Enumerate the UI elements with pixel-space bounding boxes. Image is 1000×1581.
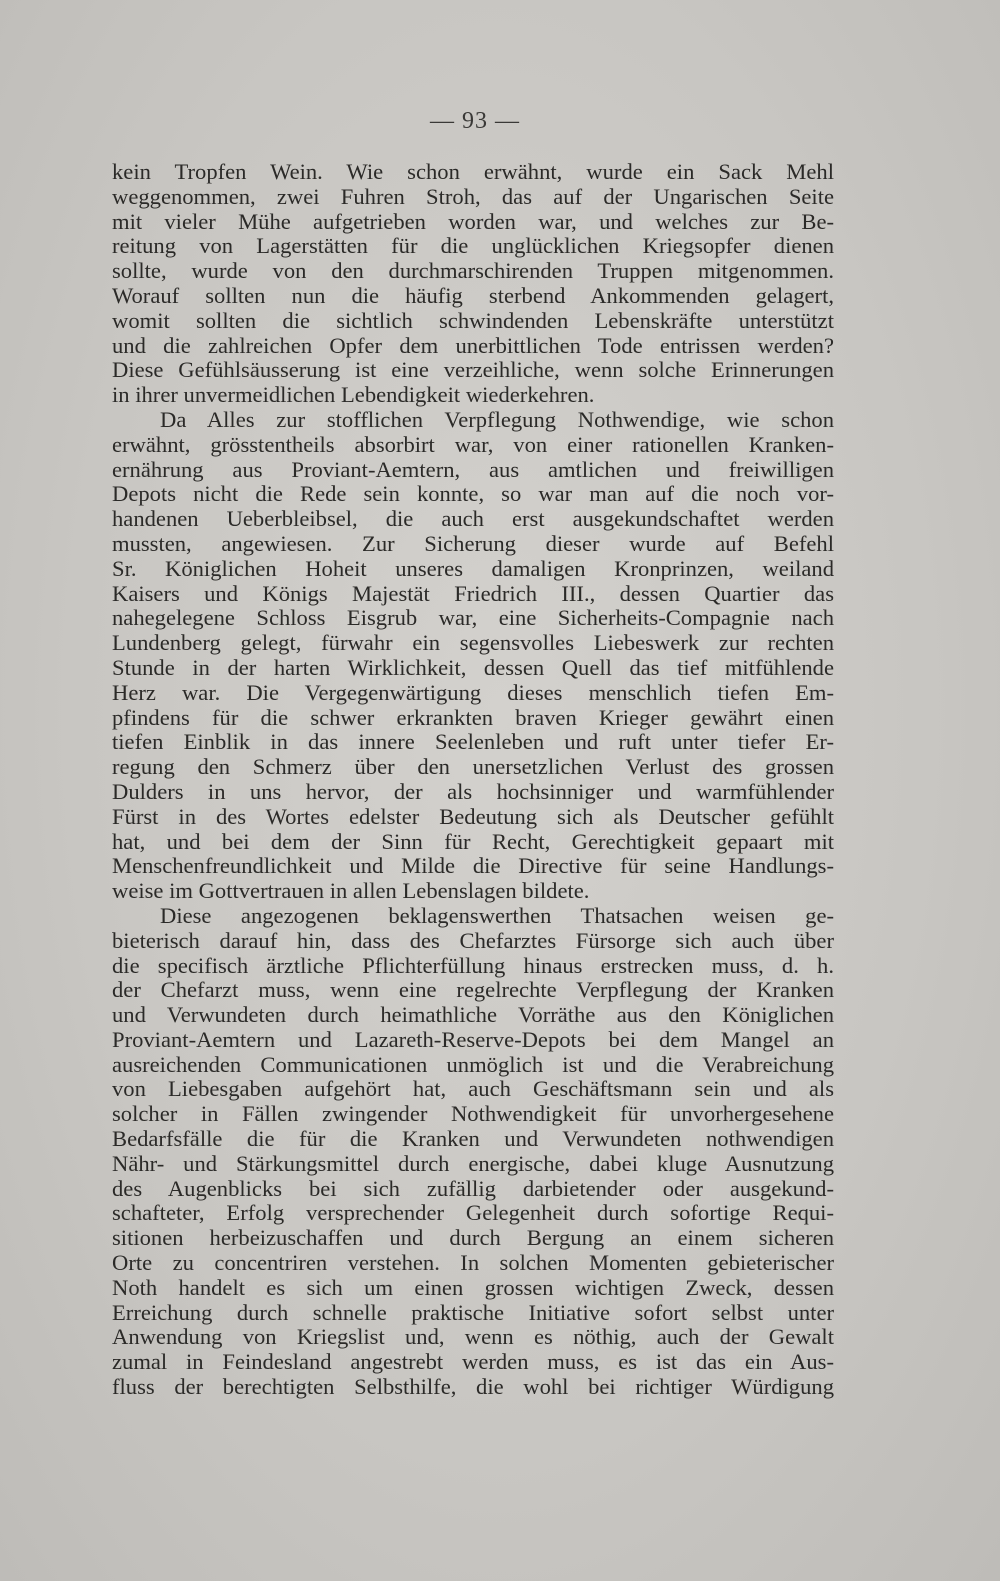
text-line: womit sollten die sichtlich schwindenden Lebenskräfte unterstützt	[112, 307, 834, 333]
text-line: handenen Ueberbleibsel, die auch erst ausgekundschaftet werden	[112, 506, 834, 532]
text-line: fluss der berechtigten Selbsthilfe, die wohl bei richtiger Würdigung	[112, 1374, 834, 1400]
text-line: Anwendung von Kriegslist und, wenn es nöthig, auch der Gewalt	[112, 1324, 834, 1350]
text-line: weggenommen, zwei Fuhren Stroh, das auf der Ungarischen Seite	[112, 183, 834, 209]
text-line: Diese angezogenen beklagenswerthen Thatsachen weisen ge-	[160, 902, 834, 928]
text-line: Diese Gefühlsäusserung ist eine verzeihliche, wenn solche Erinnerungen	[112, 357, 834, 383]
text-line: pfindens für die schwer erkrankten braven Krieger gewährt einen	[112, 704, 834, 730]
text-line: schafteter, Erfolg versprechender Gelegenheit durch sofortige Requi-	[112, 1200, 834, 1226]
text-line: in ihrer unvermeidlichen Lebendigkeit wiederkehren.	[112, 382, 595, 408]
text-line: mit vieler Mühe aufgetrieben worden war, und welches zur Be-	[112, 208, 834, 234]
text-line: ernährung aus Proviant-Aemtern, aus amtlichen und freiwilligen	[112, 456, 834, 482]
text-line: Worauf sollten nun die häufig sterbend Ankommenden gelagert,	[112, 282, 834, 308]
text-line: bieterisch darauf hin, dass des Chefarztes Fürsorge sich auch über	[112, 927, 834, 953]
text-line: Herz war. Die Vergegenwärtigung dieses menschlich tiefen Em-	[112, 679, 834, 705]
text-line: mussten, angewiesen. Zur Sicherung dieser wurde auf Befehl	[112, 530, 834, 556]
text-line: und Verwundeten durch heimathliche Vorräthe aus den Königlichen	[112, 1002, 834, 1028]
text-line: Orte zu concentriren verstehen. In solchen Momenten gebieterischer	[112, 1250, 834, 1276]
text-line: Menschenfreundlichkeit und Milde die Directive für seine Handlungs-	[112, 853, 834, 879]
text-line: weise im Gottvertrauen in allen Lebenslagen bildete.	[112, 878, 590, 904]
text-line: nahegelegene Schloss Eisgrub war, eine Sicherheits-Compagnie nach	[112, 605, 834, 631]
page-number: — 93 —	[430, 108, 520, 134]
text-line: Bedarfsfälle die für die Kranken und Verwundeten nothwendigen	[112, 1126, 834, 1152]
text-line: tiefen Einblik in das innere Seelenleben und ruft unter tiefer Er-	[112, 729, 834, 755]
text-line: Fürst in des Wortes edelster Bedeutung sich als Deutscher gefühlt	[112, 803, 834, 829]
text-line: und die zahlreichen Opfer dem unerbittlichen Tode entrissen werden?	[112, 332, 834, 358]
text-line: zumal in Feindesland angestrebt werden muss, es ist das ein Aus-	[112, 1349, 834, 1375]
text-line: von Liebesgaben aufgehört hat, auch Geschäftsmann sein und als	[112, 1076, 834, 1102]
text-line: reitung von Lagerstätten für die unglücklichen Kriegsopfer dienen	[112, 233, 834, 259]
text-line: Proviant-Aemtern und Lazareth-Reserve-Depots bei dem Mangel an	[112, 1026, 834, 1052]
text-line: sollte, wurde von den durchmarschirenden Truppen mitgenommen.	[112, 258, 834, 284]
text-line: Noth handelt es sich um einen grossen wichtigen Zweck, dessen	[112, 1274, 834, 1300]
text-line: sitionen herbeizuschaffen und durch Bergung an einem sicheren	[112, 1225, 834, 1251]
text-line: regung den Schmerz über den unersetzlichen Verlust des grossen	[112, 754, 834, 780]
text-line: ausreichenden Communicationen unmöglich ist und die Verabreichung	[112, 1051, 834, 1077]
text-line: kein Tropfen Wein. Wie schon erwähnt, wurde ein Sack Mehl	[112, 159, 834, 184]
text-line: Da Alles zur stofflichen Verpflegung Nothwendige, wie schon	[160, 406, 834, 432]
text-line: Dulders in uns hervor, der als hochsinniger und warmfühlender	[112, 778, 834, 804]
text-line: Depots nicht die Rede sein konnte, so war man auf die noch vor-	[112, 481, 834, 507]
text-line: der Chefarzt muss, wenn eine regelrechte Verpflegung der Kranken	[112, 977, 834, 1003]
text-line: Erreichung durch schnelle praktische Initiative sofort selbst unter	[112, 1299, 834, 1325]
text-line: die specifisch ärztliche Pflichterfüllung hinaus erstrecken muss, d. h.	[112, 952, 834, 978]
text-line: Sr. Königlichen Hoheit unseres damaligen Kronprinzen, weiland	[112, 555, 834, 581]
text-line: hat, und bei dem der Sinn für Recht, Gerechtigkeit gepaart mit	[112, 828, 834, 854]
text-line: Kaisers und Königs Majestät Friedrich III., dessen Quartier das	[112, 580, 834, 606]
text-line: Lundenberg gelegt, fürwahr ein segensvolles Liebeswerk zur rechten	[112, 630, 834, 656]
text-line: Stunde in der harten Wirklichkeit, dessen Quell das tief mitfühlende	[112, 654, 834, 680]
text-line: erwähnt, grösstentheils absorbirt war, von einer rationellen Kranken-	[112, 431, 834, 457]
text-line: Nähr- und Stärkungsmittel durch energische, dabei kluge Ausnutzung	[112, 1150, 834, 1176]
text-line: des Augenblicks bei sich zufällig darbietender oder ausgekund-	[112, 1175, 834, 1201]
text-line: solcher in Fällen zwingender Nothwendigkeit für unvorhergesehene	[112, 1101, 834, 1127]
body-text	[112, 160, 834, 1400]
